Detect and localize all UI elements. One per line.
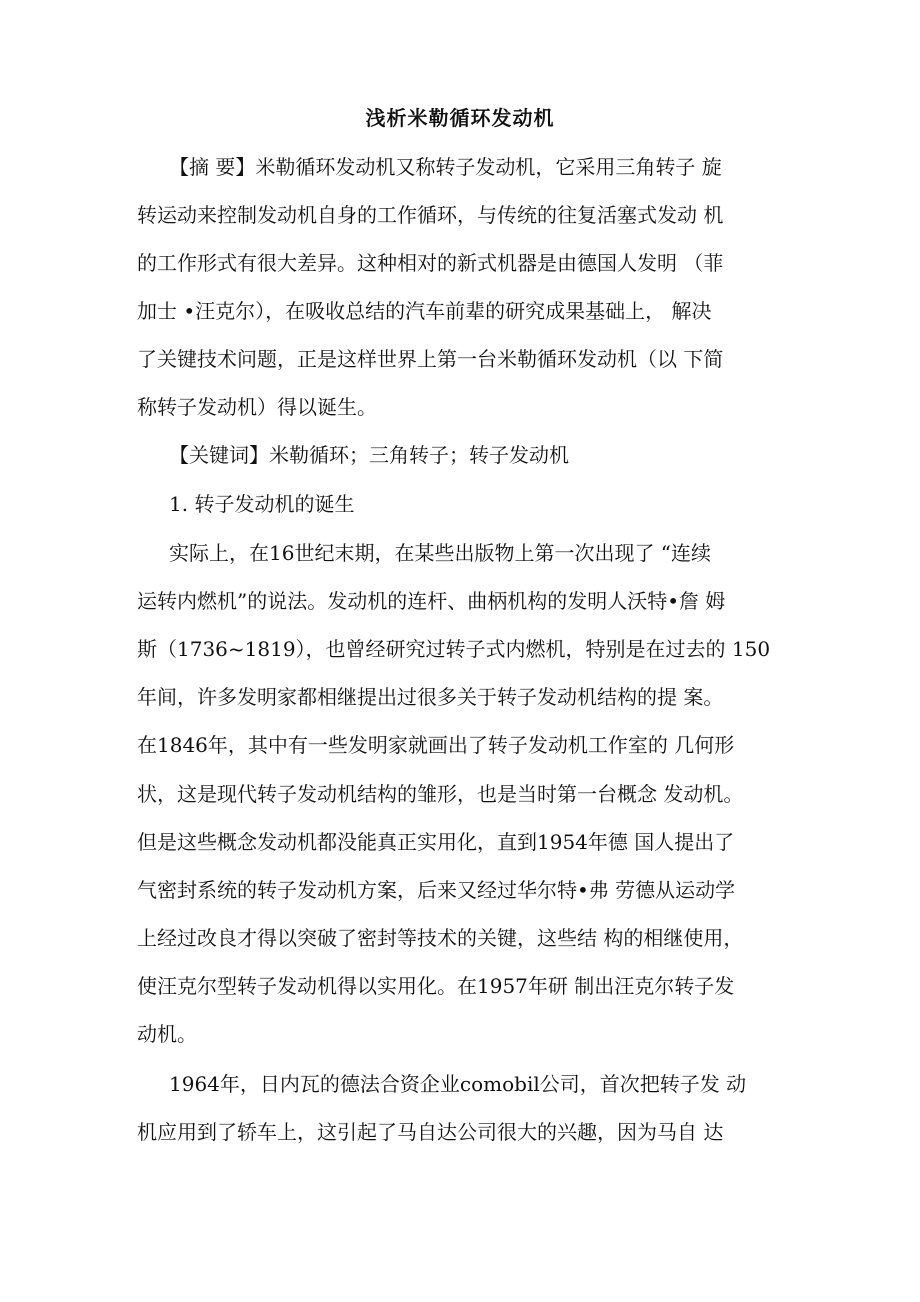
text-line: 运转内燃机”的说法。发动机的连杆、曲柄机构的发明人沃特•詹 姆	[137, 589, 726, 613]
text-line: 机应用到了轿车上，这引起了马自达公司很大的兴趣，因为马自 达	[137, 1120, 724, 1144]
text-line: 的工作形式有很大差异。这种相对的新式机器是由德国人发明 （菲	[137, 251, 724, 275]
keywords-line: 【关键词】米勒循环；三角转子；转子发动机	[169, 443, 569, 467]
text-line: 加士 •汪克尔），在吸收总结的汽车前辈的研究成果基础上， 解决	[137, 299, 712, 323]
text-line: 状，这是现代转子发动机结构的雏形，也是当时第一台概念 发动机。	[137, 782, 744, 806]
text-line: 转运动来控制发动机自身的工作循环，与传统的往复活塞式发动 机	[137, 203, 724, 227]
text-line: 了关键技术问题，正是这样世界上第一台米勒循环发动机（以 下简	[137, 347, 724, 371]
text-line: 使汪克尔型转子发动机得以实用化。在1957年研 制出汪克尔转子发	[137, 974, 735, 998]
section-heading: 1. 转子发动机的诞生	[169, 492, 355, 516]
text-line: 年间，许多发明家都相继提出过很多关于转子发动机结构的提 案。	[137, 685, 724, 709]
text-line: 上经过改良才得以突破了密封等技术的关键，这些结 构的相继使用，	[137, 926, 744, 950]
text-line: 斯（1736~1819），也曾经研究过转子式内燃机，特别是在过去的 150	[137, 637, 771, 661]
text-line: 气密封系统的转子发动机方案，后来又经过华尔特•弗 劳德从运动学	[137, 878, 736, 902]
text-line: 动机。	[137, 1022, 197, 1046]
text-line: 【摘 要】米勒循环发动机又称转子发动机，它采用三角转子 旋	[169, 155, 722, 179]
text-line: 实际上，在16世纪末期，在某些出版物上第一次出现了 “连续	[169, 541, 712, 565]
text-line: 在1846年，其中有一些发明家就画出了转子发动机工作室的 几何形	[137, 733, 735, 757]
text-line: 1964年，日内瓦的德法合资企业comobil公司，首次把转子发 动	[169, 1072, 747, 1096]
text-line: 但是这些概念发动机都没能真正实用化，直到1954年德 国人提出了	[137, 830, 735, 854]
document-title: 浅析米勒循环发动机	[365, 106, 555, 130]
text-line: 称转子发动机）得以诞生。	[137, 395, 377, 419]
